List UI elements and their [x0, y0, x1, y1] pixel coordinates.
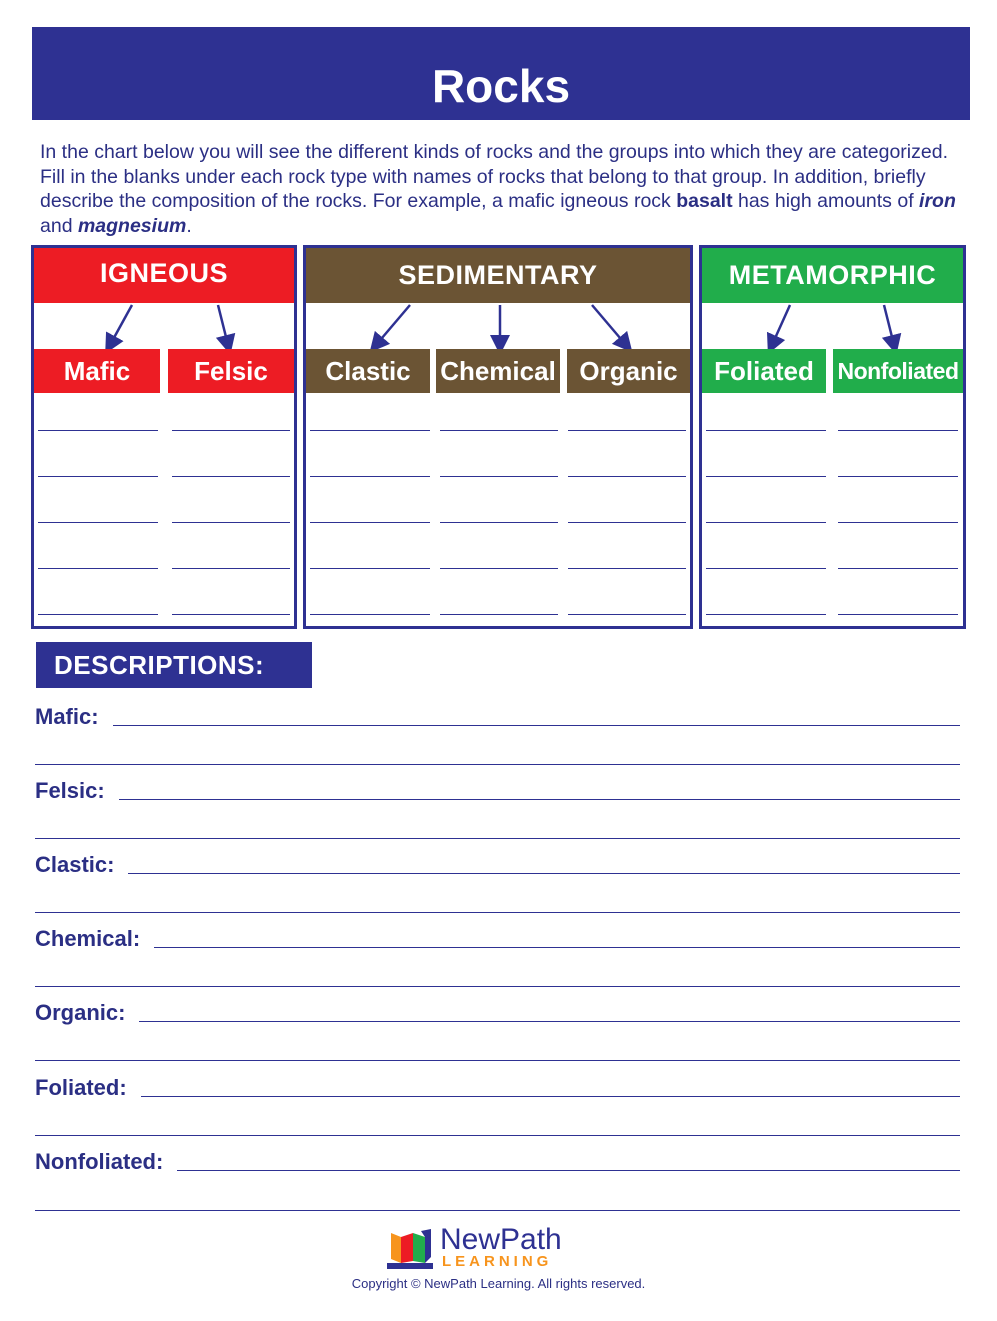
description-line[interactable]: [35, 1096, 960, 1097]
igneous-heading: IGNEOUS: [34, 248, 294, 303]
description-row-organic: [35, 996, 960, 1026]
blank-line[interactable]: [172, 430, 290, 431]
newpath-logo-icon: [387, 1229, 435, 1271]
blank-line[interactable]: [310, 614, 430, 615]
sedimentary-arrows: [306, 303, 690, 353]
description-label: Felsic:: [35, 778, 119, 804]
description-label: Chemical:: [35, 926, 154, 952]
blank-line[interactable]: [568, 430, 686, 431]
blank-line[interactable]: [568, 522, 686, 523]
description-line[interactable]: [35, 799, 960, 800]
blank-line[interactable]: [172, 568, 290, 569]
blank-line[interactable]: [706, 614, 826, 615]
blank-line[interactable]: [568, 568, 686, 569]
metamorphic-arrows: [702, 303, 963, 353]
blank-line[interactable]: [838, 476, 958, 477]
description-row-clastic: [35, 848, 960, 878]
blank-line[interactable]: [172, 522, 290, 523]
description-line[interactable]: [35, 947, 960, 948]
description-label: Nonfoliated:: [35, 1149, 177, 1175]
page-title: Rocks: [431, 60, 571, 112]
blank-line[interactable]: [310, 522, 430, 523]
type-nonfoliated: Nonfoliated: [833, 349, 963, 393]
blank-line[interactable]: [706, 430, 826, 431]
type-felsic: Felsic: [168, 349, 294, 393]
type-foliated: Foliated: [702, 349, 826, 393]
blank-line[interactable]: [440, 568, 558, 569]
description-label: Organic:: [35, 1000, 139, 1026]
copyright: Copyright © NewPath Learning. All rights reserved.: [351, 1276, 646, 1291]
blank-line[interactable]: [440, 430, 558, 431]
description-label: Clastic:: [35, 852, 128, 878]
blank-line[interactable]: [38, 522, 158, 523]
blank-line[interactable]: [706, 568, 826, 569]
blank-line[interactable]: [838, 614, 958, 615]
intro-text-2: has high amounts of: [732, 190, 920, 212]
blank-line[interactable]: [838, 522, 958, 523]
description-line[interactable]: [35, 764, 960, 765]
description-row-foliated: [35, 1071, 960, 1101]
blank-line[interactable]: [38, 430, 158, 431]
sedimentary-group: [303, 245, 693, 629]
description-line[interactable]: [35, 912, 960, 913]
blank-line[interactable]: [706, 476, 826, 477]
description-line[interactable]: [35, 1060, 960, 1061]
description-label: Mafic:: [35, 704, 113, 730]
description-row-felsic: [35, 774, 960, 804]
description-line[interactable]: [35, 1021, 960, 1022]
intro-magnesium: magnesium: [77, 214, 187, 237]
blank-line[interactable]: [172, 476, 290, 477]
blank-line[interactable]: [38, 614, 158, 615]
blank-line[interactable]: [838, 430, 958, 431]
description-line[interactable]: [35, 873, 960, 874]
type-organic: Organic: [567, 349, 690, 393]
intro-text-3: and: [40, 214, 78, 237]
metamorphic-heading: METAMORPHIC: [702, 248, 963, 303]
description-line[interactable]: [35, 1135, 960, 1136]
description-row-nonfoliated: [35, 1145, 960, 1175]
descriptions-heading: DESCRIPTIONS:: [36, 642, 312, 688]
description-line[interactable]: [35, 1210, 960, 1211]
brand-name: NewPath: [440, 1223, 562, 1256]
intro-iron: iron: [919, 190, 956, 212]
blank-line[interactable]: [838, 568, 958, 569]
blank-line[interactable]: [440, 476, 558, 477]
blank-line[interactable]: [38, 476, 158, 477]
blank-line[interactable]: [310, 476, 430, 477]
igneous-arrows: [34, 303, 294, 353]
blank-line[interactable]: [38, 568, 158, 569]
description-line[interactable]: [35, 986, 960, 987]
blank-line[interactable]: [440, 522, 558, 523]
type-clastic: Clastic: [306, 349, 430, 393]
metamorphic-group: [699, 245, 966, 629]
intro-paragraph: [40, 140, 970, 238]
blank-line[interactable]: [172, 614, 290, 615]
sedimentary-heading: SEDIMENTARY: [306, 248, 690, 303]
blank-line[interactable]: [568, 614, 686, 615]
blank-line[interactable]: [568, 476, 686, 477]
description-line[interactable]: [35, 725, 960, 726]
description-label: Foliated:: [35, 1075, 141, 1101]
title-bar: [32, 27, 970, 120]
description-row-chemical: [35, 922, 960, 952]
blank-line[interactable]: [310, 568, 430, 569]
igneous-group: [31, 245, 297, 629]
description-line[interactable]: [35, 838, 960, 839]
intro-text-1: In the chart below you will see the different kinds of rocks and the groups into which they are categorized. Fill in the blanks under each rock type with names of rocks that belong to that group. In addition, briefly describe the composition of the rocks. For example, a mafic igneous rock: [40, 141, 948, 212]
intro-basalt: basalt: [676, 190, 733, 212]
intro-text-4: .: [186, 214, 192, 237]
type-mafic: Mafic: [34, 349, 160, 393]
blank-line[interactable]: [440, 614, 558, 615]
blank-line[interactable]: [706, 522, 826, 523]
type-chemical: Chemical: [436, 349, 560, 393]
blank-line[interactable]: [310, 430, 430, 431]
brand-subtitle: LEARNING: [442, 1253, 553, 1270]
description-row-mafic: [35, 700, 960, 730]
